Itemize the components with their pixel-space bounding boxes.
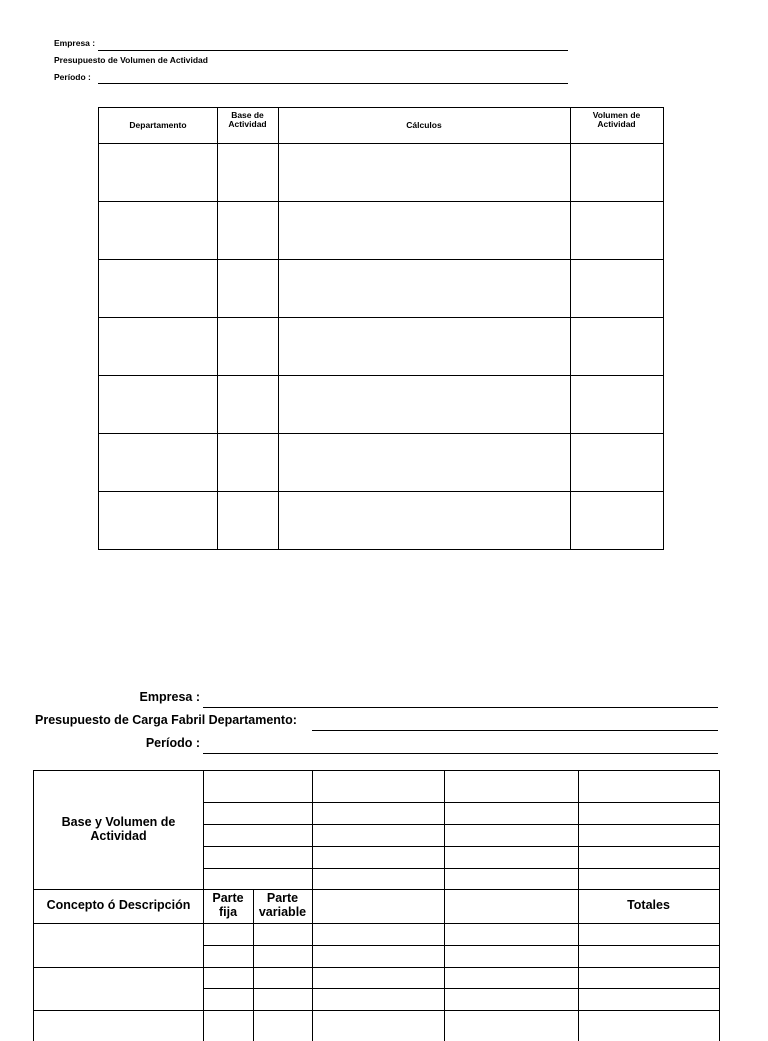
table-row-divider: [99, 433, 663, 434]
form2-periodo-label: Período :: [145, 736, 200, 750]
table-row-divider: [203, 846, 719, 847]
table-row-divider: [99, 491, 663, 492]
table-row-divider: [99, 143, 663, 144]
form2-table: [33, 770, 720, 1041]
form1-periodo-field[interactable]: [98, 83, 568, 84]
form2-departamento-field[interactable]: [312, 730, 718, 731]
table-divider: [217, 108, 218, 549]
header-calculos: Cálculos: [406, 119, 442, 130]
form2-empresa-field[interactable]: [203, 707, 718, 708]
table-row-divider: [34, 1010, 719, 1011]
concepto-label: Concepto ó Descripción: [46, 898, 191, 913]
form1-table: [98, 107, 664, 550]
form1-title: Presupuesto de Volumen de Actividad: [54, 55, 208, 65]
form2-departamento-label: Presupuesto de Carga Fabril Departamento:: [35, 713, 297, 727]
header-volumen-actividad: Volumen de Actividad: [592, 109, 641, 129]
table-row-divider: [99, 201, 663, 202]
table-divider: [278, 108, 279, 549]
parte-fija-label: Parte fija: [212, 891, 244, 919]
table-row-divider: [203, 988, 719, 989]
table-row-divider: [99, 375, 663, 376]
header-base-actividad: Base de Actividad: [228, 109, 267, 129]
parte-variable-label: Parte variable: [258, 891, 307, 919]
table-divider: [312, 771, 313, 1041]
table-divider: [570, 108, 571, 549]
table-row-divider: [203, 945, 719, 946]
table-row-divider: [99, 317, 663, 318]
base-volumen-label: Base y Volumen de Actividad: [61, 815, 176, 843]
table-row-divider: [99, 259, 663, 260]
table-divider: [444, 771, 445, 1041]
table-row-divider: [203, 868, 719, 869]
form2-empresa-label: Empresa :: [139, 690, 200, 704]
totales-label: Totales: [627, 898, 670, 913]
form1-empresa-label: Empresa :: [54, 38, 96, 48]
table-row-divider: [34, 967, 719, 968]
form1-periodo-label: Período :: [54, 72, 91, 82]
form1-empresa-field[interactable]: [98, 50, 568, 51]
table-row-divider: [34, 923, 719, 924]
form2-periodo-field[interactable]: [203, 753, 718, 754]
table-row-divider: [203, 802, 719, 803]
table-row-divider: [203, 824, 719, 825]
header-departamento: Departamento: [129, 119, 187, 130]
